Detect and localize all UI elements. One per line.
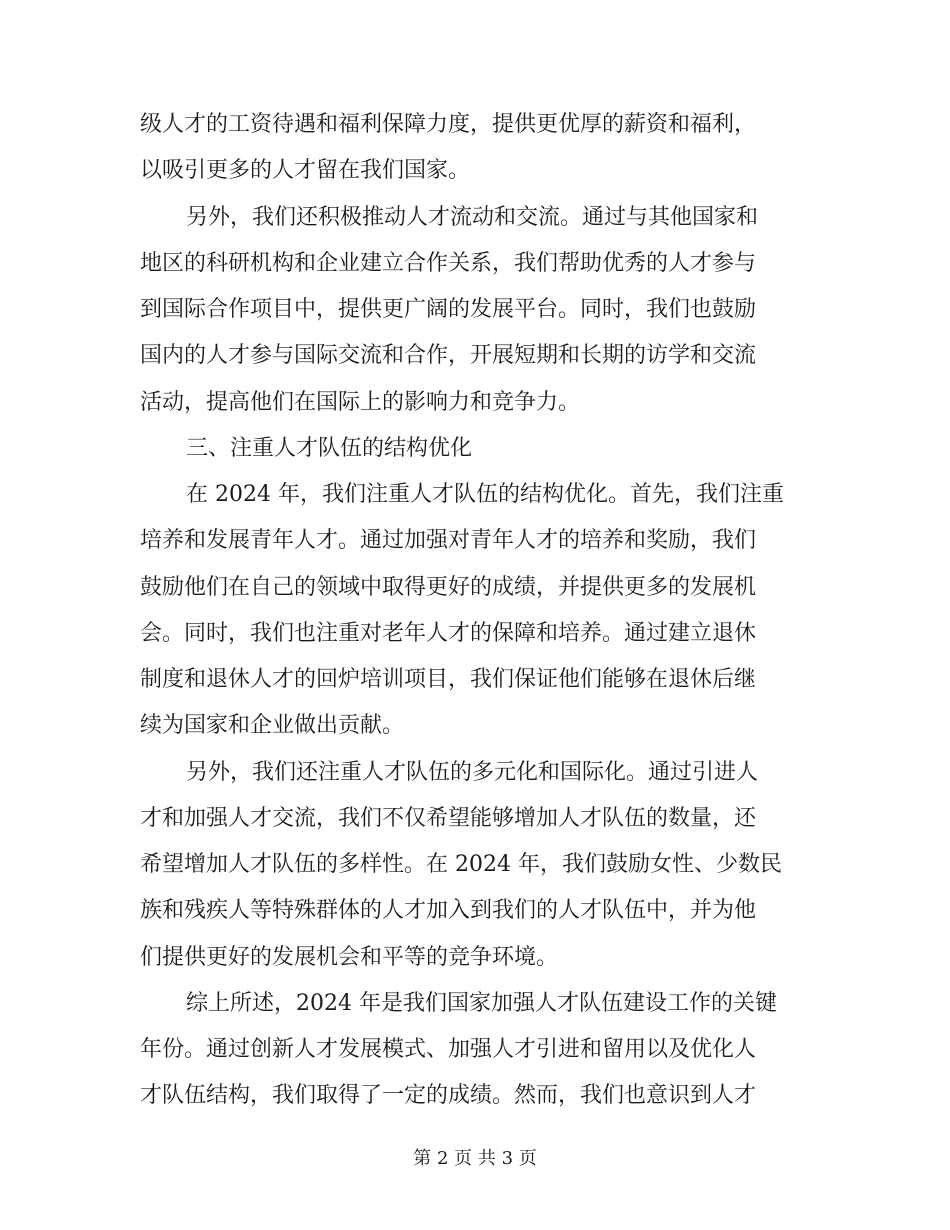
text-line-12: 会。同时，我们也注重对老年人才的保障和培养。通过建立退休 xyxy=(140,620,757,646)
text-line-20: 综上所述，2024 年是我们国家加强人才队伍建设工作的关键 xyxy=(186,990,777,1016)
text-line-13: 制度和退休人才的回炉培训项目，我们保证他们能够在退休后继 xyxy=(140,667,757,692)
text-line-2: 以吸引更多的人才留在我们国家。 xyxy=(140,158,471,184)
text-line-15: 另外，我们还注重人才队伍的多元化和国际化。通过引进人 xyxy=(186,759,759,785)
text-line-1: 级人才的工资待遇和福利保障力度，提供更优厚的薪资和福利， xyxy=(140,112,757,137)
text-line-14: 续为国家和企业做出贡献。 xyxy=(140,713,405,739)
text-line-22: 才队伍结构，我们取得了一定的成绩。然而，我们也意识到人才 xyxy=(140,1083,757,1109)
text-line-19: 们提供更好的发展机会和平等的竞争环境。 xyxy=(140,944,559,970)
text-line-9: 在 2024 年，我们注重人才队伍的结构优化。首先，我们注重 xyxy=(186,482,784,507)
page-number-footer: 第 2 页 共 3 页 xyxy=(413,1148,537,1169)
text-line-18: 族和残疾人等特殊群体的人才加入到我们的人才队伍中，并为他 xyxy=(140,898,757,924)
text-line-16: 才和加强人才交流，我们不仅希望能够增加人才队伍的数量，还 xyxy=(140,805,757,831)
text-line-7: 活动，提高他们在国际上的影响力和竞争力。 xyxy=(140,389,581,415)
text-line-21: 年份。通过创新人才发展模式、加强人才引进和留用以及优化人 xyxy=(140,1037,757,1062)
text-line-17: 希望增加人才队伍的多样性。在 2024 年，我们鼓励女性、少数民 xyxy=(140,852,782,877)
text-line-5: 到国际合作项目中，提供更广阔的发展平台。同时，我们也鼓励 xyxy=(140,297,757,322)
document-body xyxy=(140,102,805,1120)
section-heading: 三、注重人才队伍的结构优化 xyxy=(186,435,473,461)
text-line-11: 鼓励他们在自己的领域中取得更好的成绩，并提供更多的发展机 xyxy=(140,574,757,600)
text-line-10: 培养和发展青年人才。通过加强对青年人才的培养和奖励，我们 xyxy=(140,528,757,554)
text-line-6: 国内的人才参与国际交流和合作，开展短期和长期的访学和交流 xyxy=(140,343,757,369)
text-line-3: 另外，我们还积极推动人才流动和交流。通过与其他国家和 xyxy=(186,204,759,230)
text-line-4: 地区的科研机构和企业建立合作关系，我们帮助优秀的人才参与 xyxy=(140,250,757,276)
